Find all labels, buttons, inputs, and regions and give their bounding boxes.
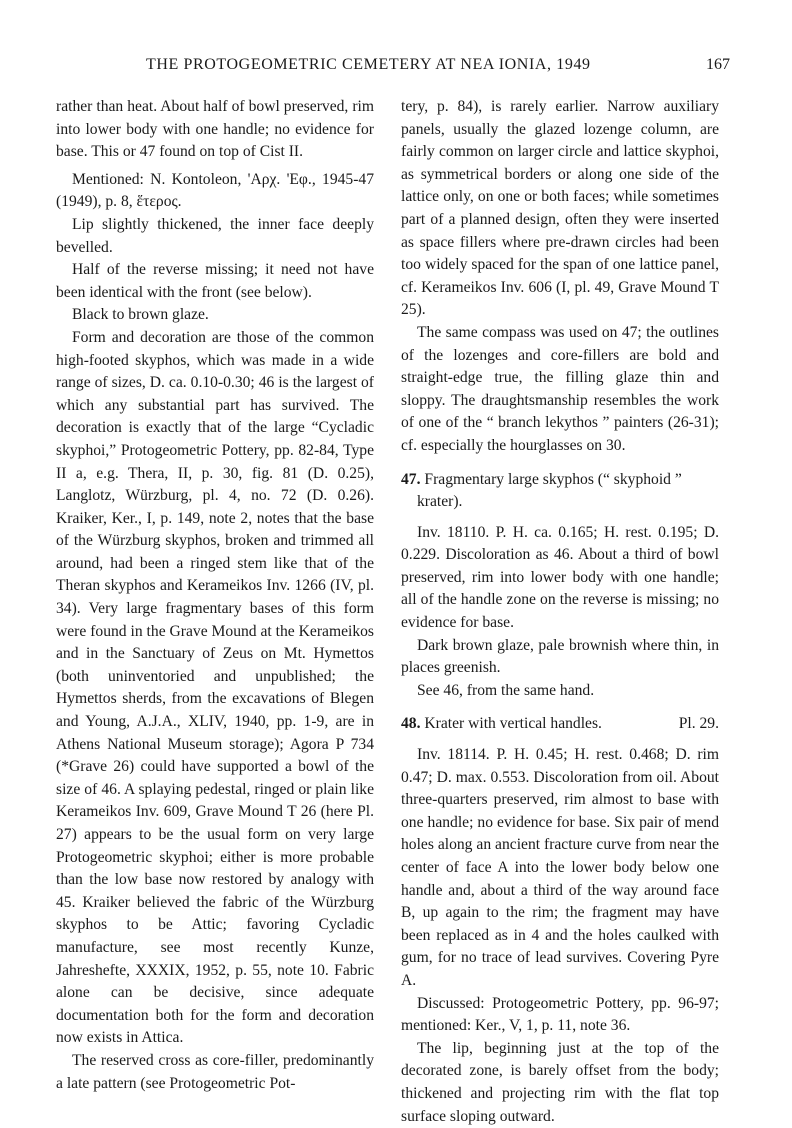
paragraph: Form and decoration are those of the common high-footed skyphos, which was made in a wide range of sizes, D. ca. 0.10-0.30; 46 is the largest of which any substantial part has survived. The decoration is exactly that of the large “Cycladic skyphoi,” Protogeometric Pottery, pp. 82-84, Type II a, e.g. Thera, II, p. 30, fig. 81 (D. 0.25), Langlotz, Würzburg, pl. 4, no. 72 (D. 0.26). Kraiker, Ker., I, p. 149, note 2, notes that the base of the Würzburg skyphos, broken and trimmed all around, had been a ringed stem like that of the Theran skyphos and Kerameikos Inv. 1266 (IV, pl. 34). Very large fragmentary bases of this form were found in the Grave Mound at the Kerameikos and in the Sanctuary of Zeus on Mt. Hymettos (both uninventoried and unpublished; the Hymettos sherds, from the excavations of Blegen and Young, A.J.A., XLIV, 1940, pp. 1-9, are in Athens National Museum storage); Agora P 734 (*Grave 26) could have supported a bowl of the size of 46. A splaying pedestal, ringed or plain like Kerameikos Inv. 609, Grave Mound T 26 (here Pl. 27) appears to be the usual form on very large Protogeometric skyphoi; either is more probable than the low base now restored by analogy with 45. Kraiker believed the fabric of the Würzburg skyphos to be Attic; favoring Cycladic manufacture, see most recently Kunze, Jahreshefte, XXXIX, 1952, p. 55, note 10. Fabric alone can be decisive, since adequate documentation both for the form and decoration now exists in Attica. <box>56 328 374 1047</box>
paragraph: Half of the reverse missing; it need not have been identical with the front (see below). <box>56 261 374 301</box>
entry-number: 47. <box>401 470 421 488</box>
paragraph: Inv. 18110. P. H. ca. 0.165; H. rest. 0.195; D. 0.229. Discoloration as 46. About a third of bowl preserved, rim into lower body with one handle; all of the handle zone on the reverse is missing; no evidence for base. <box>401 523 719 632</box>
paragraph: Black to brown glaze. <box>72 306 209 324</box>
right-column <box>401 96 719 1128</box>
entry-number: 48. <box>401 715 421 733</box>
entry-title: Fragmentary large skyphos (“ skyphoid ” krater). <box>417 470 682 511</box>
paragraph: Mentioned: N. Kontoleon, 'Αρχ. 'Εφ., 1945-47 (1949), p. 8, ἕτερος. <box>56 170 374 211</box>
entry-48-heading <box>401 713 719 736</box>
paragraph: tery, p. 84), is rarely earlier. Narrow auxiliary panels, usually the glazed lozenge column, are fairly common on larger circle and lattice skyphoi, as symmetrical borders or along one side of the lattice only, on one or both faces; while sometimes part of a planned design, often they were inserted as space fillers where pre-drawn circles had been too widely spaced for the span of one lattice panel, cf. Kerameikos Inv. 606 (I, pl. 49, Grave Mound T 25). <box>401 98 719 319</box>
paragraph: Inv. 18114. P. H. 0.45; H. rest. 0.468; D. rim 0.47; D. max. 0.553. Discoloration from oil. About three-quarters preserved, rim almost to base with one handle; no evidence for base. Six pair of mend holes along an ancient fracture curve from near the center of face A into the lower body below one handle and, about a third of the way around face B, up again to the rim; the fragment may have been replaced as in 4 and the holes caulked with gum, for no trace of lead survives. Covering Pyre A. <box>401 746 719 989</box>
paragraph: The same compass was used on 47; the outlines of the lozenges and core-fillers are bold and straight-edge true, the filling glaze thin and sloppy. The draughtsmanship resembles the work of one of the “ branch lekythos ” painters (26-31); cf. especially the hourglasses on 30. <box>401 323 719 454</box>
paragraph: Lip slightly thickened, the inner face deeply bevelled. <box>56 215 374 256</box>
paragraph: The lip, beginning just at the top of the decorated zone, is barely offset from the body; thickened and projecting rim with the flat top surface sloping outward. <box>401 1039 719 1125</box>
left-column <box>56 96 374 1095</box>
paragraph: rather than heat. About half of bowl preserved, rim into lower body with one handle; no evidence for base. This or 47 found on top of Cist II. <box>56 98 374 161</box>
running-title: THE PROTOGEOMETRIC CEMETERY AT NEA IONIA, 1949 <box>146 56 591 73</box>
entry-47-heading <box>401 469 719 514</box>
plate-reference: Pl. 29. <box>678 715 719 733</box>
running-header <box>118 56 730 80</box>
page-number: 167 <box>706 56 730 73</box>
paragraph: Discussed: Protogeometric Pottery, pp. 96-97; mentioned: Ker., V, 1, p. 11, note 36. <box>401 994 719 1035</box>
paragraph: The reserved cross as core-filler, predominantly a late pattern (see Protogeometric Pot- <box>56 1051 374 1092</box>
entry-title: Krater with vertical handles. <box>424 715 602 733</box>
paragraph: See 46, from the same hand. <box>417 681 595 699</box>
paragraph: Dark brown glaze, pale brownish where thin, in places greenish. <box>401 636 719 677</box>
